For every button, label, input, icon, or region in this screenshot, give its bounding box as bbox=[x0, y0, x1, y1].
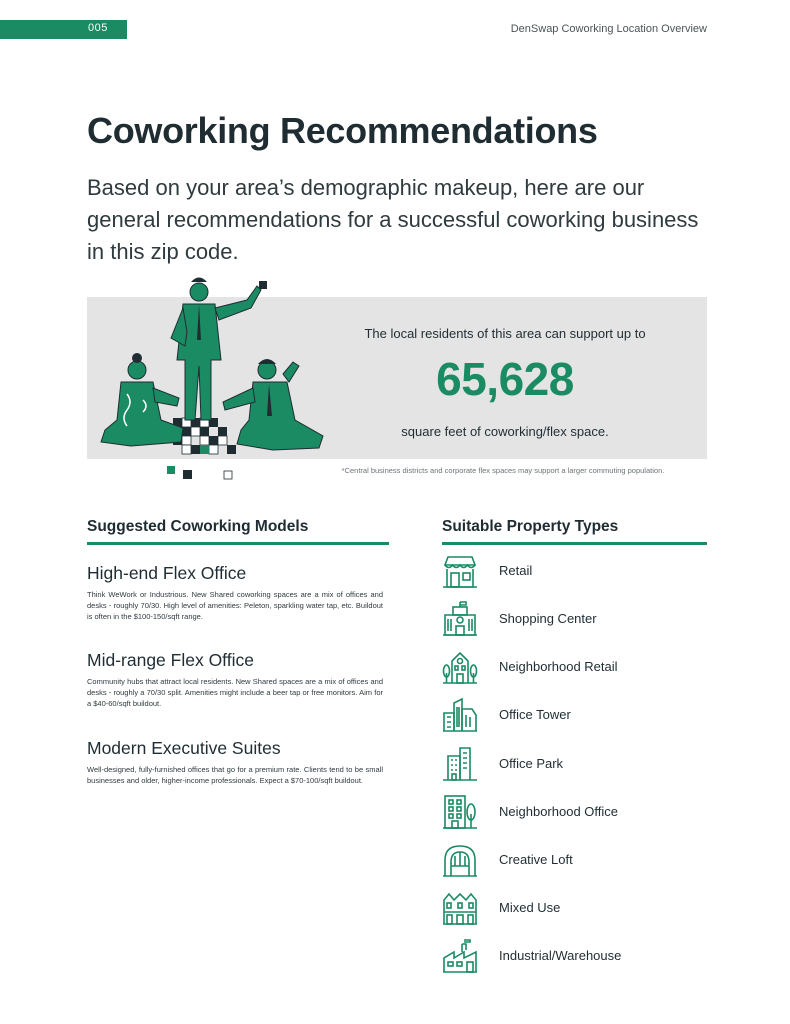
property-label: Retail bbox=[499, 563, 533, 578]
office-park-icon bbox=[442, 746, 478, 782]
intro-paragraph: Based on your area’s demographic makeup, here are our general recommendations for a successful coworking business in this zip code. bbox=[87, 175, 699, 264]
retail-icon bbox=[442, 553, 478, 589]
property-label: Creative Loft bbox=[499, 852, 573, 867]
models-divider bbox=[87, 542, 389, 545]
property-types-heading: Suitable Property Types bbox=[442, 518, 619, 535]
supported-sqft-value: 65,628 bbox=[436, 353, 574, 405]
property-types-divider bbox=[442, 542, 707, 545]
property-item-creative-loft bbox=[442, 842, 707, 882]
property-item-industrial-warehouse bbox=[442, 938, 707, 978]
property-types-section bbox=[442, 518, 707, 963]
models-heading: Suggested Coworking Models bbox=[87, 518, 309, 535]
property-label: Office Park bbox=[499, 756, 564, 771]
banner-lead-text: The local residents of this area can support up to bbox=[364, 326, 646, 341]
property-item-office-park bbox=[442, 746, 707, 786]
page-number-tab bbox=[0, 20, 127, 39]
banner-footnote: *Central business districts and corporate flex spaces may support a larger commuting population. bbox=[341, 466, 665, 475]
model-name: Modern Executive Suites bbox=[87, 738, 281, 758]
property-label: Neighborhood Retail bbox=[499, 659, 618, 674]
property-label: Office Tower bbox=[499, 707, 571, 722]
creative-loft-icon bbox=[442, 842, 478, 878]
model-name: High-end Flex Office bbox=[87, 563, 247, 583]
model-item bbox=[87, 563, 383, 622]
model-item bbox=[87, 650, 383, 709]
property-item-mixed-use bbox=[442, 890, 707, 930]
page-number: 005 bbox=[88, 22, 108, 34]
model-description: Well-designed, fully-furnished offices that go for a premium rate. Clients tend to be small businesses and older, higher-income professionals. Expect a $70-100/sqft buildout. bbox=[87, 765, 383, 785]
property-item-shopping-center bbox=[442, 601, 707, 641]
industrial-warehouse-icon bbox=[442, 938, 478, 974]
document-title: DenSwap Coworking Location Overview bbox=[510, 23, 707, 35]
mixed-use-icon bbox=[442, 890, 478, 926]
model-name: Mid-range Flex Office bbox=[87, 650, 254, 670]
banner-unit-text: square feet of coworking/flex space. bbox=[401, 424, 609, 439]
model-description: Think WeWork or Industrious. New Shared coworking spaces are a mix of offices and desks - roughly 70/30. High level of amenities: Peleton, sparkling water tap, etc. Buildout is often in the $100-150/sqft range. bbox=[87, 590, 383, 621]
property-item-neighborhood-office bbox=[442, 794, 707, 834]
property-label: Neighborhood Office bbox=[499, 804, 619, 819]
office-tower-icon bbox=[442, 697, 478, 733]
property-label: Shopping Center bbox=[499, 611, 597, 626]
shopping-center-icon bbox=[442, 601, 478, 637]
property-label: Industrial/Warehouse bbox=[499, 948, 622, 963]
model-item bbox=[87, 738, 383, 786]
model-description: Community hubs that attract local residents. New Shared spaces are a mix of offices and desks - roughly a 70/30 split. Amenities might include a beer tap or free monitors. Aim for a $40-60/sqft buildout. bbox=[87, 677, 383, 708]
property-item-office-tower bbox=[442, 697, 707, 737]
coworking-models-section bbox=[87, 518, 389, 785]
page-title: Coworking Recommendations bbox=[87, 110, 598, 151]
neighborhood-retail-icon bbox=[442, 649, 478, 685]
property-label: Mixed Use bbox=[499, 900, 561, 915]
property-item-retail bbox=[442, 553, 707, 593]
neighborhood-office-icon bbox=[442, 794, 478, 830]
property-item-neighborhood-retail bbox=[442, 649, 707, 689]
